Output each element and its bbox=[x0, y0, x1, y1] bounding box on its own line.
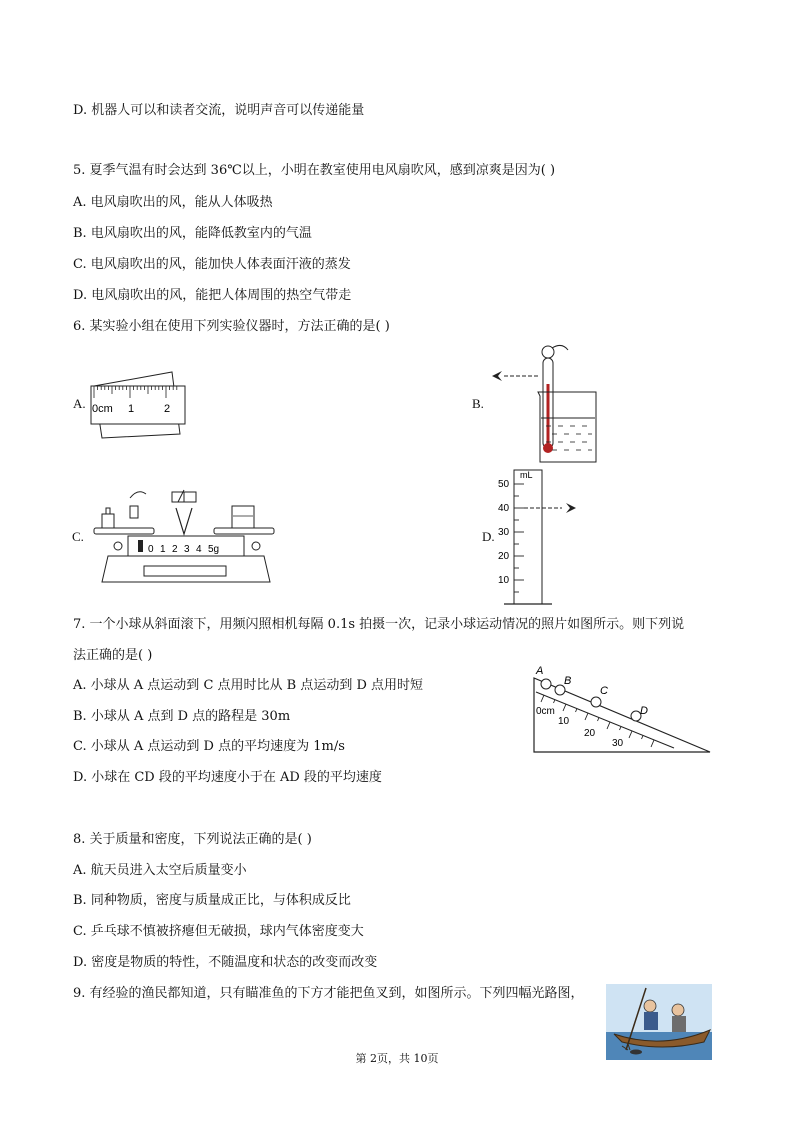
q7-stem-line2: 法正确的是( ) bbox=[73, 648, 153, 663]
q8-option-d: D. 密度是物质的特性，不随温度和状态的改变而改变 bbox=[73, 955, 378, 970]
q8-stem: 8. 关于质量和密度，下列说法正确的是( ) bbox=[73, 832, 312, 847]
balance-tick-1: 1 bbox=[160, 544, 166, 555]
ruler-unit-label: 0cm bbox=[92, 403, 113, 415]
q5-option-b: B. 电风扇吹出的风，能降低教室内的气温 bbox=[73, 226, 312, 241]
q9-stem: 9. 有经验的渔民都知道，只有瞄准鱼的下方才能把鱼叉到，如图所示。下列四幅光路图， bbox=[73, 986, 584, 1001]
cylinder-tick-50: 50 bbox=[498, 479, 510, 490]
q8-option-a: A. 航天员进入太空后质量变小 bbox=[73, 863, 247, 878]
scale-10: 10 bbox=[558, 716, 570, 727]
graduated-cylinder-figure bbox=[490, 464, 590, 610]
q7-option-c: C. 小球从 A 点运动到 D 点的平均速度为 1m/s bbox=[73, 739, 345, 754]
scale-0cm: 0cm bbox=[536, 706, 555, 717]
q7-option-d: D. 小球在 CD 段的平均速度小于在 AD 段的平均速度 bbox=[73, 770, 382, 785]
balance-tick-0: 0 bbox=[148, 544, 154, 555]
q5-stem: 5. 夏季气温有时会达到 36℃以上，小明在教室使用电风扇吹风，感到凉爽是因为( ) bbox=[73, 163, 556, 178]
q4-option-d: D. 机器人可以和读者交流，说明声音可以传递能量 bbox=[73, 103, 365, 118]
q6-stem: 6. 某实验小组在使用下列实验仪器时，方法正确的是( ) bbox=[73, 319, 390, 334]
q6-label-c: C. bbox=[72, 529, 84, 544]
eye-icon bbox=[492, 371, 502, 381]
balance-tick-3: 3 bbox=[184, 544, 190, 555]
ball-a bbox=[541, 679, 551, 689]
scale-30: 30 bbox=[612, 738, 624, 749]
ruler-figure bbox=[88, 364, 188, 440]
q7-stem-line1: 7. 一个小球从斜面滚下，用频闪照相机每隔 0.1s 拍摄一次，记录小球运动情况的照片如图所示。则下列说 bbox=[73, 617, 685, 632]
point-d-label: D bbox=[640, 705, 648, 717]
hand-icon bbox=[552, 345, 568, 350]
q7-option-a: A. 小球从 A 点运动到 C 点用时比从 B 点运动到 D 点用时短 bbox=[73, 678, 424, 693]
page-footer: 第 2页，共 10页 bbox=[355, 1052, 439, 1065]
balance-tick-5: 5g bbox=[208, 544, 220, 555]
balance-tick-2: 2 bbox=[172, 544, 178, 555]
q8-option-c: C. 乒乓球不慎被挤瘪但无破损，球内气体密度变大 bbox=[73, 924, 364, 939]
cylinder-tick-30: 30 bbox=[498, 527, 510, 538]
ball-c bbox=[591, 697, 601, 707]
ruler-tick-1: 1 bbox=[128, 403, 135, 415]
thermometer-beaker-figure bbox=[488, 340, 610, 468]
q8-option-b: B. 同种物质，密度与质量成正比，与体积成反比 bbox=[73, 893, 351, 908]
q5-option-d: D. 电风扇吹出的风，能把人体周围的热空气带走 bbox=[73, 288, 352, 303]
hand-icon bbox=[130, 492, 146, 498]
weight-icon bbox=[130, 506, 138, 518]
point-c-label: C bbox=[600, 685, 608, 697]
scale-20: 20 bbox=[584, 728, 596, 739]
cylinder-tick-20: 20 bbox=[498, 551, 510, 562]
q5-option-c: C. 电风扇吹出的风，能加快人体表面汗液的蒸发 bbox=[73, 257, 351, 272]
cylinder-unit-label: mL bbox=[520, 470, 533, 480]
eye-icon bbox=[566, 503, 576, 513]
point-b-label: B bbox=[564, 675, 572, 687]
q5-option-a: A. 电风扇吹出的风，能从人体吸热 bbox=[73, 195, 273, 210]
fisherman-picture bbox=[606, 984, 712, 1060]
q6-label-a: A. bbox=[73, 396, 86, 411]
ruler-tick-2: 2 bbox=[164, 403, 171, 415]
q7-option-b: B. 小球从 A 点到 D 点的路程是 30m bbox=[73, 709, 291, 724]
q6-label-b: B. bbox=[472, 396, 484, 411]
incline-figure bbox=[526, 662, 716, 758]
cylinder-tick-10: 10 bbox=[498, 575, 510, 586]
q6-label-d: D. bbox=[482, 529, 495, 544]
balance-figure bbox=[88, 484, 278, 592]
cylinder-tick-40: 40 bbox=[498, 503, 510, 514]
point-a-label: A bbox=[536, 665, 544, 677]
balance-tick-4: 4 bbox=[196, 544, 202, 555]
beaker-icon bbox=[232, 506, 254, 528]
